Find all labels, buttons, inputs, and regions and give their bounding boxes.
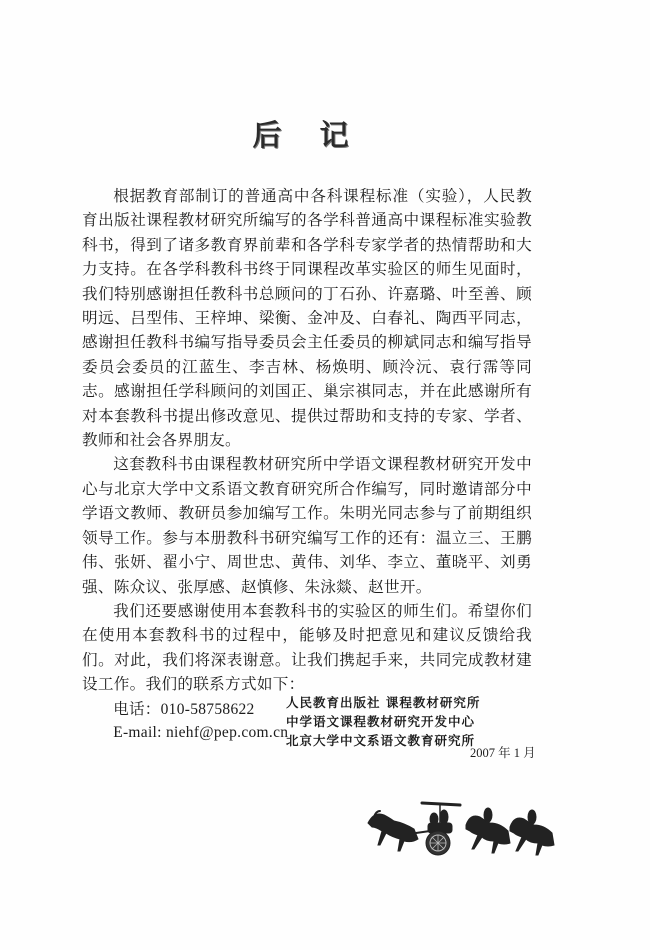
paragraph-acknowledgements: 根据教育部制订的普通高中各科课程标准（实验），人民教育出版社课程教材研究所编写的各学科普通高中课程标准实验教科书，得到了诸多教育界前辈和各学科专家学者的热情帮助和大力支持。在各学科教科书终于同课程改革实验区的师生见面时，我们特别感谢担任教科书总顾问的丁石孙、许嘉璐、叶至善、顾明远、吕型伟、王梓坤、梁衡、金冲及、白春礼、陶西平同志，感谢担任教科书编写指导委员会主任委员的柳斌同志和编写指导委员会委员的江蓝生、李吉林、杨焕明、顾泠沅、袁行霈等同志。感谢担任学科顾问的刘国正、巢宗祺同志，并在此感谢所有对本套教科书提出修改意见、提供过帮助和支持的专家、学者、教师和社会各界朋友。: [82, 187, 532, 450]
date: 2007 年 1 月: [470, 746, 536, 760]
page-title: 后 记: [252, 118, 363, 152]
paragraph-authors: 这套教科书由课程教材研究所中学语文课程教材研究开发中心与北京大学中文系语文教育研究所合作编写，同时邀请部分中学语文教师、教研员参加编写工作。朱明光同志参与了前期组织领导工作。参与本册教科书研究编写工作的还有：温立三、王鹏伟、张妍、翟小宁、周世忠、黄伟、刘华、李立、董晓平、刘勇强、陈众议、张厚感、赵慎修、朱泳燚、赵世开。: [82, 455, 532, 596]
signature-line: 人民教育出版社 课程教材研究所: [286, 695, 481, 710]
email-label: E-mail:: [113, 723, 166, 741]
phone-label: 电话：: [113, 699, 161, 718]
chariot-procession-icon: [360, 795, 560, 865]
afterword-body: [82, 184, 532, 745]
signature-block: [286, 693, 480, 750]
signature-line: 北京大学中文系语文教育研究所: [286, 733, 476, 748]
phone-number: 010-58758622: [160, 700, 255, 718]
signature-line: 中学语文课程教材研究开发中心: [286, 714, 476, 729]
email-address[interactable]: niehf@pep.com.cn: [165, 723, 289, 741]
paragraph-feedback: 我们还要感谢使用本套教科书的实验区的师生们。希望你们在使用本套教科书的过程中，能够及时把意见和建议反馈给我们。对此，我们将深表谢意。让我们携起手来，共同完成教材建设工作。我们的联系方式如下：: [82, 601, 532, 694]
